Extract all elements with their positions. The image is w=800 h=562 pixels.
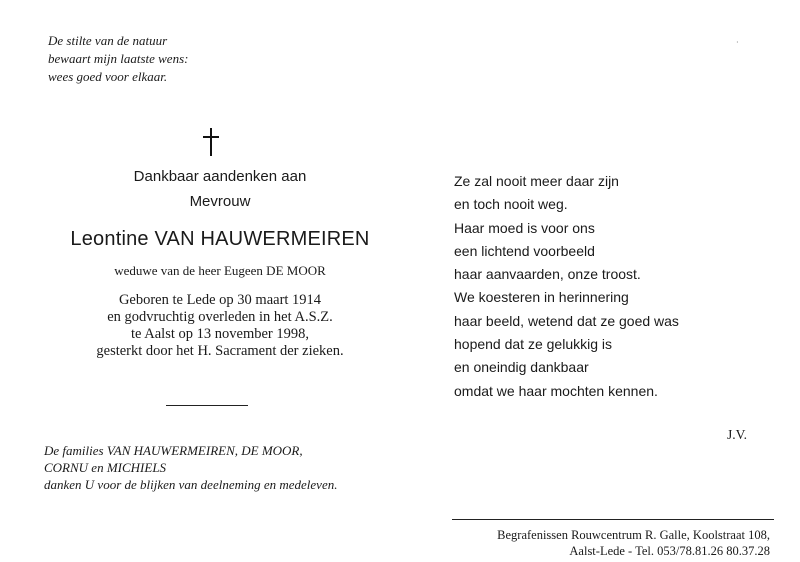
salutation: Mevrouw [189, 193, 251, 210]
motto-line: De stilte van de natuur [48, 33, 168, 48]
poem-line: Haar moed is voor ons [454, 219, 595, 236]
motto [48, 32, 188, 86]
poem-line: omdat we haar mochten kennen. [454, 382, 658, 399]
poem-line: en oneindig dankbaar [454, 359, 589, 376]
deceased-name: Leontine VAN HAUWERMEIREN [70, 228, 370, 250]
divider [166, 405, 248, 406]
bio-line: en godvruchtig overleden in het A.S.Z. [107, 309, 333, 325]
footer-divider [452, 519, 774, 520]
poem-line: en toch nooit weg. [454, 196, 568, 213]
undertaker-line: Aalst-Lede - Tel. 053/78.81.26 80.37.28 [569, 544, 770, 558]
poem-line: hopend dat ze gelukkig is [454, 336, 612, 353]
undertaker-info [440, 527, 770, 559]
widow-of: weduwe van de heer Eugeen DE MOOR [114, 263, 326, 278]
bio-line: Geboren te Lede op 30 maart 1914 [118, 292, 322, 308]
poem-line: haar beeld, wetend dat ze goed was [454, 312, 679, 329]
poem-signature: J.V. [727, 427, 748, 442]
remembrance-line: Dankbaar aandenken aan [133, 168, 307, 185]
biography [20, 292, 420, 360]
bio-line: te Aalst op 13 november 1998, [130, 326, 309, 342]
motto-line: wees goed voor elkaar. [48, 69, 168, 84]
families-line: CORNU en MICHIELS [44, 460, 167, 475]
families-line: De families VAN HAUWERMEIREN, DE MOOR, [44, 443, 303, 458]
corner-mark: · [736, 38, 739, 47]
motto-line: bewaart mijn laatste wens: [48, 51, 189, 66]
bio-line: gesterkt door het H. Sacrament der zieken. [96, 343, 344, 359]
undertaker-line: Begrafenissen Rouwcentrum R. Galle, Koolstraat 108, [497, 528, 770, 542]
remembrance-heading [20, 164, 420, 214]
poem-line: haar aanvaarden, onze troost. [454, 266, 641, 283]
cross-icon [196, 126, 226, 158]
poem-line: een lichtend voorbeeld [454, 242, 595, 259]
poem-line: Ze zal nooit meer daar zijn [454, 173, 619, 189]
families-thanks [44, 442, 337, 493]
families-line: danken U voor de blijken van deelneming en medeleven. [44, 477, 338, 492]
poem-line: We koesteren in herinnering [454, 289, 629, 306]
poem [454, 170, 679, 403]
